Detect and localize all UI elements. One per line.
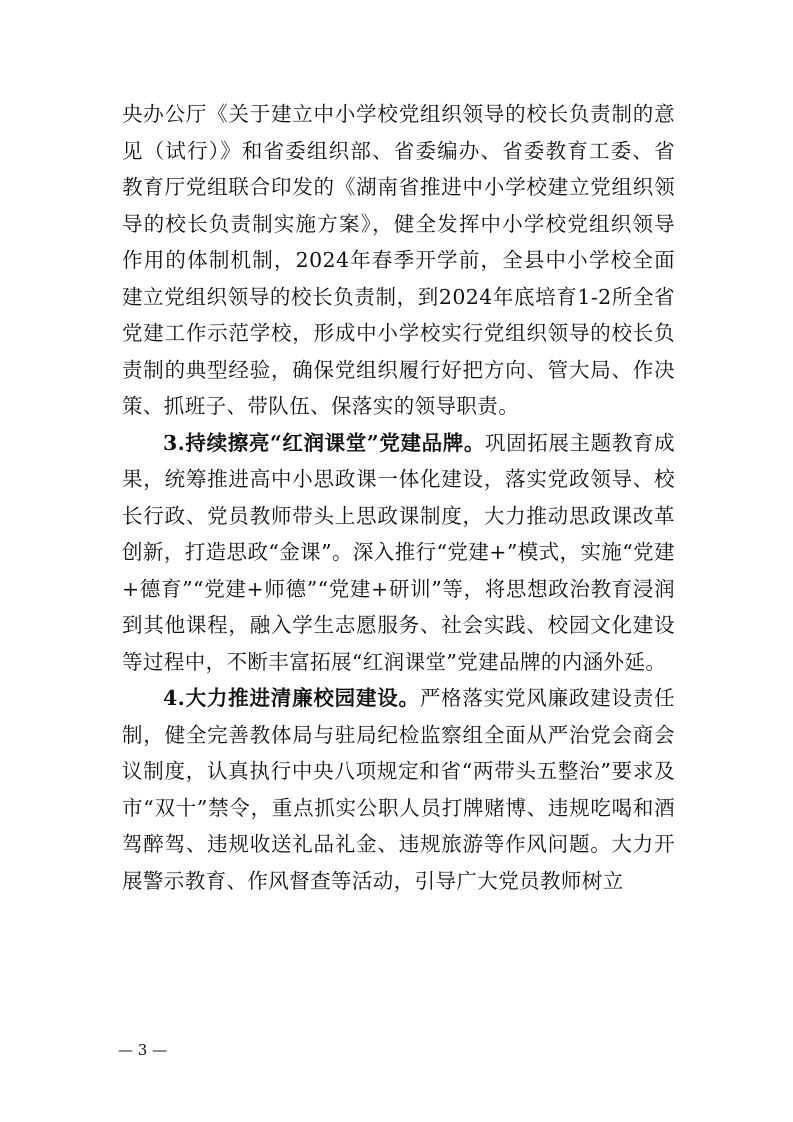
paragraph-heading: 3.持续擦亮“红润课堂”党建品牌。: [163, 430, 486, 455]
paragraph-item-4: [122, 680, 675, 899]
paragraph-item-3: [122, 425, 675, 681]
paragraph-text: 严格落实党风廉政建设责任制，健全完善教体局与驻局纪检监察组全面从严治党会商会议制度，认真执行中央八项规定和省“两带头五整治”要求及市“双十”禁令，重点抓实公职人员打牌赌博、违规吃喝和酒驾醉驾、违规收送礼品礼金、违规旅游等作风问题。大力开展警示教育、作风督查等活动，引导广大党员教师树立: [122, 686, 675, 893]
page-number: — 3 —: [118, 1041, 168, 1059]
document-body: [122, 96, 675, 899]
paragraph-text: 央办公厅《关于建立中小学校党组织领导的校长负责制的意见（试行）》和省委组织部、省委编办、省委教育工委、省教育厅党组联合印发的《湖南省推进中小学校建立党组织领导的校长负责制实施方案》，健全发挥中小学校党组织领导作用的体制机制，2024年春季开学前，全县中小学校全面建立党组织领导的校长负责制，到2024年底培育1-2所全省党建工作示范学校，形成中小学校实行党组织领导的校长负责制的典型经验，确保党组织履行好把方向、管大局、作决策、抓班子、带队伍、保落实的领导职责。: [122, 102, 675, 418]
paragraph-text: 巩固拓展主题教育成果，统筹推进高中小思政课一体化建设，落实党政领导、校长行政、党员教师带头上思政课制度，大力推动思政课改革创新，打造思政“金课”。深入推行“党建+”模式，实施“党建+德育”“党建+师德”“党建+研训”等，将思想政治教育浸润到其他课程，融入学生志愿服务、社会实践、校园文化建设等过程中，不断丰富拓展“红润课堂”党建品牌的内涵外延。: [122, 430, 675, 674]
paragraph-continuation: [122, 96, 675, 425]
paragraph-heading: 4.大力推进清廉校园建设。: [163, 686, 420, 710]
